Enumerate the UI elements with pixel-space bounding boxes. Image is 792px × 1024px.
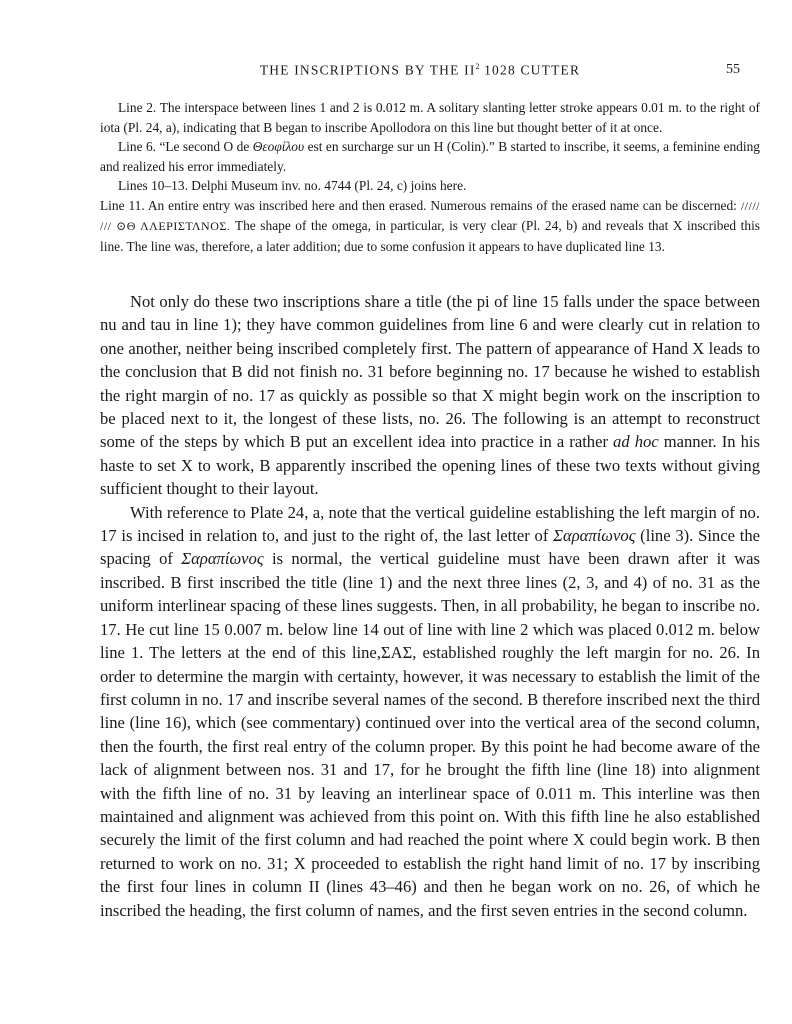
erased-letters: ///// /// ⊙Θ ΛΛΕΡΙΣΤΛΝΟΣ. [100, 198, 760, 233]
paragraph-2: With reference to Plate 24, a, note that the vertical guideline establishing the left margin of no. 17 is incised in relation to, and just to the right of, the last letter of Σαραπίωνος (line 3). Since the spacing of Σαραπίωνος is normal, the vertical guideline must have been drawn after it was inscribed. B first inscribed the title (line 1) and the next three lines (2, 3, and 4) of no. 31 as the uniform interlinear spacing of these lines suggests. Then, in all probability, he began to inscribe no. 17. He cut line 15 0.007 m. below line 14 out of line with line 2 which was placed 0.012 m. below line 1. The letters at the end of this line,ΣΑΣ, established roughly the left margin for no. 26. In order to determine the margin with certainty, however, it was necessary to establish the limit of the first column in no. 17 and inscribe several names of the second. B therefore inscribed next the third line (line 16), which (see commentary) continued over into the vertical area of the second column, then the fourth, the first real entry of the column proper. By this point he had become aware of the lack of alignment between nos. 31 and 17, for he brought the fifth line (line 18) into alignment with the fifth line of no. 31 by leaving an interlinear space of 0.011 m. This interline was then maintained and alignment was achieved from this point on. With this fifth line he also established securely the limit of the first column and had reached the point where X could begin work. B then returned to work on no. 31; X proceeded to establish the right hand limit of no. 17 by inscribing the first four lines in column II (lines 43–46) and then he began work on no. 26, of which he inscribed the heading, the first column of names, and the first seven entries in the second column. [100, 502, 761, 920]
note-line-11: Line 11. An entire entry was inscribed here and then erased. Numerous remains of the erased name can be discerned: ///// /// ⊙Θ ΛΛΕΡΙΣΤΛΝΟΣ. The shape of the omega, in particular, is very clear (Pl. 24, b) and reveals that X inscribed this line. The line was, therefore, a later addition; due to some confusion it appears to have duplicated line 13. [100, 197, 761, 254]
greek-capitals: ΣΑΣ [380, 643, 413, 663]
ad-hoc-italic: ad hoc [613, 432, 659, 452]
greek-sarapionos: Σαραπίωνος [181, 549, 264, 569]
paragraph-1: Not only do these two inscriptions share a title (the pi of line 15 falls under the space between nu and tau in line 1); they have common guidelines from line 6 and were clearly cut in relation to one another, neither being inscribed completely first. The pattern of appearance of Hand X leads to the conclusion that B did not finish no. 31 before beginning no. 17 because he wished to establish the right margin of no. 17 as quickly as possible so that X might begin work on the inscription to be placed next to it, the longest of these lists, no. 26. The following is an attempt to reconstruct some of the steps by which B put an excellent idea into practice in a rather ad hoc manner. In his haste to set X to work, B apparently inscribed the opening lines of these two texts without giving sufficient thought to their layout. [100, 292, 760, 499]
body-text [100, 290, 760, 922]
greek-theophilou: Θεοφίλου [252, 139, 305, 154]
title-superscript: 2 [475, 62, 480, 71]
running-title: THE INSCRIPTIONS BY THE $II^2$ 1028 CUTTER [259, 62, 581, 78]
page-number: 55 [726, 62, 740, 77]
commentary-notes [100, 98, 760, 256]
note-line-2: Line 2. The interspace between lines 1 and 2 is 0.012 m. A solitary slanting letter stroke appears 0.01 m. to the right of iota (Pl. 24, a), indicating that B began to inscribe Apollodora on this line but thought better of it at once. [100, 100, 760, 135]
note-lines-10-13: Lines 10–13. Delphi Museum inv. no. 4744 (Pl. 24, c) joins here. [118, 178, 467, 193]
note-line-6: Line 6. “Le second O de Θεοφίλου est en surcharge sur un H (Colin).” B started to inscribe, it seems, a feminine ending and realized his error immediately. [100, 139, 760, 174]
greek-sarapionos: Σαραπίωνος [553, 526, 636, 546]
running-head [100, 62, 740, 82]
